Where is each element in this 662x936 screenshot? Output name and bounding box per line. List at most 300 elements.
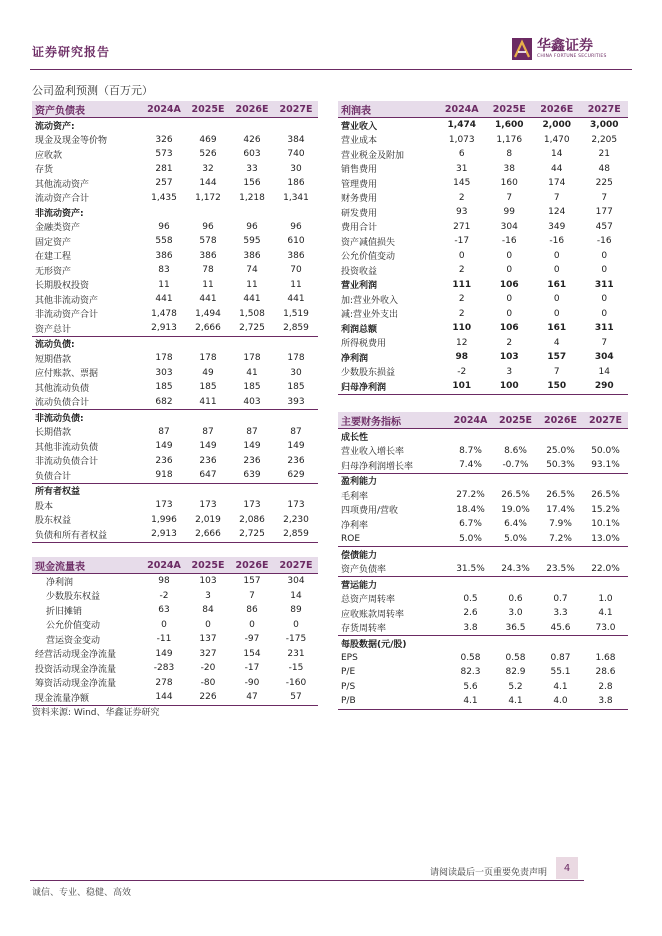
cell-value: 63 — [158, 605, 170, 616]
cell-value: 157 — [243, 576, 261, 587]
year-header: 2026E — [230, 101, 274, 118]
cell-value: 290 — [581, 379, 629, 394]
year-header: 2027E — [581, 101, 629, 118]
cell-value: 185 — [287, 382, 305, 393]
cell-value — [493, 473, 538, 488]
row-label: P/S — [341, 681, 356, 692]
table-row — [32, 618, 318, 633]
cell-value: 0 — [293, 619, 299, 630]
row-label: 金融类资产 — [35, 223, 81, 234]
cell-value: 186 — [287, 178, 305, 189]
income-statement-table — [338, 101, 628, 395]
cell-value: 0.7 — [553, 593, 568, 604]
cell-value: 100 — [486, 379, 534, 394]
cell-value: 160 — [500, 178, 518, 189]
row-label: P/E — [341, 667, 356, 678]
cell-value: 149 — [287, 441, 305, 452]
cell-value: 11 — [246, 279, 258, 290]
row-label: 投资活动现金净流量 — [35, 664, 117, 675]
cell-value: 0 — [506, 265, 513, 276]
cell-value: 236 — [155, 455, 173, 466]
row-label: 减:营业外支出 — [341, 310, 399, 321]
cell-value: 0 — [506, 294, 513, 305]
cell-value: 144 — [199, 178, 217, 189]
cell-value: 55.1 — [550, 667, 571, 678]
cell-value: 1,474 — [447, 120, 476, 131]
brand-logo — [512, 38, 607, 60]
cell-value: 86 — [246, 605, 258, 616]
cell-value: 1,176 — [496, 134, 523, 145]
cell-value: 0.6 — [508, 593, 523, 604]
table-row — [32, 410, 318, 425]
cell-value: 0.58 — [505, 652, 526, 663]
cell-value: 7 — [553, 366, 560, 377]
cell-value — [538, 636, 583, 651]
cell-value: 0 — [553, 308, 560, 319]
row-label: 股本 — [35, 501, 54, 512]
table-row — [338, 162, 628, 177]
cell-value: 403 — [243, 396, 261, 407]
cell-value — [186, 205, 230, 220]
row-label: 净利率 — [341, 520, 369, 531]
cell-value: 178 — [155, 353, 173, 364]
cell-value: 14 — [290, 590, 302, 601]
table-row — [32, 676, 318, 691]
cell-value — [538, 577, 583, 592]
cell-value: 24.3% — [501, 563, 530, 574]
cell-value: 441 — [199, 294, 217, 305]
year-header: 2024A — [142, 557, 186, 574]
table-row — [338, 336, 628, 351]
row-label: 非流动资产合计 — [35, 310, 99, 321]
table-row — [338, 488, 628, 503]
cell-value: 149 — [243, 441, 261, 452]
cell-value — [493, 429, 538, 444]
row-label: 非流动资产: — [35, 208, 84, 219]
table-row — [338, 606, 628, 621]
table-row — [338, 429, 628, 444]
cell-value: 1.0 — [598, 593, 613, 604]
cell-value: 1,073 — [448, 134, 475, 145]
row-label: EPS — [341, 652, 358, 663]
cell-value: 629 — [287, 470, 305, 481]
cell-value: 5.0% — [504, 533, 527, 544]
row-label: 其他流动负债 — [35, 383, 90, 394]
row-label: 销售费用 — [341, 165, 378, 176]
cell-value: 7 — [249, 590, 255, 601]
cell-value: 0 — [601, 250, 608, 261]
cell-value: 83 — [158, 265, 170, 276]
table-row — [338, 292, 628, 307]
cell-value: 225 — [595, 178, 613, 189]
cell-value: 2 — [506, 337, 513, 348]
cell-value: 0 — [161, 619, 167, 630]
table-title: 利润表 — [338, 101, 438, 118]
year-header: 2024A — [142, 101, 186, 118]
cell-value — [186, 410, 230, 425]
cell-value: 25.0% — [546, 445, 575, 456]
cell-value: 0.5 — [463, 593, 478, 604]
row-label: 折旧摊销 — [46, 606, 83, 617]
cell-value — [274, 483, 318, 498]
cell-value: 3 — [205, 590, 211, 601]
cell-value: 918 — [155, 470, 173, 481]
table-row — [338, 458, 628, 473]
table-row — [338, 278, 628, 293]
row-label: 研发费用 — [341, 208, 378, 219]
cell-value: 5.0% — [459, 533, 482, 544]
cell-value: 7 — [553, 192, 560, 203]
cell-value: 2 — [458, 265, 465, 276]
table-row — [32, 191, 318, 206]
table-row — [338, 547, 628, 562]
row-label: 现金流量净额 — [32, 690, 142, 705]
table-row — [32, 425, 318, 440]
cell-value: 304 — [500, 221, 518, 232]
table-row — [32, 468, 318, 483]
row-label: 偿债能力 — [338, 547, 448, 562]
cell-value: 26.5% — [591, 490, 620, 501]
cell-value: 96 — [290, 221, 302, 232]
brand-name-en: CHINA FORTUNE SECURITIES — [537, 54, 607, 59]
year-header: 2026E — [538, 412, 583, 429]
row-label: 营业收入增长率 — [341, 447, 405, 458]
row-label: 营业成本 — [341, 136, 378, 147]
cell-value: 149 — [155, 441, 173, 452]
source-note: 资料来源: Wind、华鑫证券研究 — [32, 708, 160, 718]
cell-value: 30 — [290, 163, 302, 174]
row-label: 投资收益 — [341, 266, 378, 277]
cell-value: 0 — [506, 250, 513, 261]
cell-value: 4.1 — [553, 681, 568, 692]
cell-value: 149 — [155, 648, 173, 659]
cell-value: 82.9 — [505, 667, 526, 678]
table-caption: 公司盈利预测（百万元） — [32, 84, 153, 97]
cell-value: -90 — [244, 677, 260, 688]
cell-value: 3.0 — [508, 608, 523, 619]
cell-value: 0 — [601, 294, 608, 305]
cell-value: 469 — [199, 134, 217, 145]
cell-value: -16 — [549, 236, 565, 247]
cell-value: 5.2 — [508, 681, 523, 692]
table-row — [32, 205, 318, 220]
cell-value: -17 — [454, 236, 470, 247]
cell-value: 6.4% — [504, 519, 527, 530]
cell-value: -15 — [288, 663, 304, 674]
row-label: 总资产周转率 — [341, 595, 396, 606]
year-header: 2027E — [274, 557, 318, 574]
cell-value: 82.3 — [460, 667, 481, 678]
cell-value: 99 — [503, 207, 515, 218]
cell-value: 236 — [243, 455, 261, 466]
cell-value: 386 — [199, 250, 217, 261]
table-row — [32, 527, 318, 542]
row-label: 其他流动资产 — [35, 179, 90, 190]
cell-value: 386 — [243, 250, 261, 261]
cell-value: 49 — [202, 367, 214, 378]
cell-value: 2,205 — [591, 134, 618, 145]
table-row — [32, 263, 318, 278]
cell-value: 1.68 — [595, 652, 616, 663]
table-title: 主要财务指标 — [338, 412, 448, 429]
row-label: 归母净利润 — [338, 379, 438, 394]
table-row — [338, 577, 628, 592]
cell-value: 231 — [287, 648, 305, 659]
year-header: 2027E — [583, 412, 628, 429]
table-row — [338, 636, 628, 651]
table-row — [32, 589, 318, 604]
row-label: 所得税费用 — [341, 339, 387, 350]
row-label: 长期股权投资 — [35, 281, 90, 292]
row-label: 股东权益 — [35, 516, 72, 527]
year-header: 2027E — [274, 101, 318, 118]
cell-value: 27.2% — [456, 490, 485, 501]
cell-value: 98 — [158, 576, 170, 587]
cell-value: 8.7% — [459, 445, 482, 456]
cell-value: 70 — [290, 265, 302, 276]
cell-value: 26.5% — [501, 490, 530, 501]
year-header: 2026E — [230, 557, 274, 574]
cell-value: 0 — [553, 294, 560, 305]
cell-value: 87 — [158, 426, 170, 437]
cell-value: 93.1% — [591, 460, 620, 471]
cell-value: 7.9% — [549, 519, 572, 530]
cell-value: 2,725 — [230, 527, 274, 542]
cell-value: 278 — [155, 677, 173, 688]
cell-value — [142, 483, 186, 498]
table-row — [338, 365, 628, 380]
cell-value: 73.0 — [595, 622, 616, 633]
year-header: 2024A — [448, 412, 493, 429]
cell-value: 1,519 — [283, 308, 309, 319]
row-label: 非流动负债: — [32, 410, 142, 425]
cell-value: 0 — [601, 265, 608, 276]
footer-divider — [30, 880, 584, 881]
cell-value: 149 — [199, 441, 217, 452]
row-label: 营业税金及附加 — [341, 150, 405, 161]
cell-value: 50.0% — [591, 445, 620, 456]
cell-value: 96 — [246, 221, 258, 232]
cell-value — [274, 205, 318, 220]
cell-value: 5.6 — [463, 681, 478, 692]
cell-value — [186, 483, 230, 498]
row-label: 财务费用 — [341, 194, 378, 205]
table-row — [338, 562, 628, 577]
row-label: 资产减值损失 — [341, 237, 396, 248]
row-label: 毛利率 — [341, 491, 369, 502]
cell-value: 4.1 — [493, 694, 538, 709]
disclaimer-note: 请阅读最后一页重要免责声明 — [430, 868, 548, 878]
cell-value: 106 — [499, 323, 519, 334]
cell-value: 1,172 — [195, 192, 221, 203]
table-row — [32, 647, 318, 662]
cell-value: 1,218 — [239, 192, 265, 203]
cell-value: -160 — [285, 677, 307, 688]
cell-value: 96 — [202, 221, 214, 232]
cell-value: 7 — [601, 337, 608, 348]
cell-value: 457 — [595, 221, 613, 232]
cell-value: 178 — [287, 353, 305, 364]
row-label: 所有者权益 — [32, 483, 142, 498]
cell-value: 426 — [243, 134, 261, 145]
row-label: 流动负债合计 — [35, 398, 90, 409]
cell-value: 161 — [547, 323, 567, 334]
table-title: 现金流量表 — [32, 557, 142, 574]
cell-value — [274, 410, 318, 425]
row-label: ROE — [341, 533, 361, 544]
cell-value — [142, 410, 186, 425]
cell-value: 144 — [142, 690, 186, 705]
cell-value: 50.3% — [546, 460, 575, 471]
cell-value — [538, 429, 583, 444]
table-row — [32, 147, 318, 162]
cell-value: -80 — [200, 677, 216, 688]
row-label: 应付账款、票据 — [35, 369, 99, 380]
row-label: 存货 — [35, 165, 54, 176]
row-label: 短期借款 — [35, 354, 72, 365]
cell-value — [142, 336, 186, 351]
cell-value: 326 — [155, 134, 173, 145]
cell-value: 36.5 — [505, 622, 526, 633]
cell-value: 14 — [551, 149, 563, 160]
table-row — [338, 350, 628, 365]
table-row — [338, 473, 628, 488]
cell-value: 281 — [155, 163, 173, 174]
cell-value: 11 — [158, 279, 170, 290]
cell-value: 682 — [155, 396, 173, 407]
cell-value: 2,913 — [151, 323, 177, 334]
year-header: 2025E — [486, 101, 534, 118]
cell-value — [186, 118, 230, 133]
cell-value: 13.0% — [591, 533, 620, 544]
cell-value: 178 — [243, 353, 261, 364]
cell-value: -2 — [159, 590, 169, 601]
cell-value: 393 — [287, 396, 305, 407]
cell-value: 18.4% — [456, 504, 485, 515]
table-row — [32, 307, 318, 322]
cell-value — [230, 336, 274, 351]
row-label: 流动负债: — [32, 336, 142, 351]
table-row — [32, 118, 318, 133]
table-row — [338, 621, 628, 636]
table-row — [338, 503, 628, 518]
cell-value: 526 — [199, 149, 217, 160]
cell-value: 78 — [202, 265, 214, 276]
cell-value: -17 — [244, 663, 260, 674]
row-label: 费用合计 — [341, 223, 378, 234]
table-row — [32, 498, 318, 513]
cell-value: 740 — [287, 149, 305, 160]
cell-value: 111 — [452, 279, 472, 290]
row-label: 非流动负债合计 — [35, 457, 99, 468]
cell-value: 2,086 — [239, 514, 265, 525]
cell-value: 41 — [246, 367, 258, 378]
row-label: 在建工程 — [35, 252, 72, 263]
cell-value: 177 — [595, 207, 613, 218]
row-label: 每股数据(元/股) — [338, 636, 448, 651]
cell-value: 45.6 — [550, 622, 571, 633]
cell-value: 23.5% — [546, 563, 575, 574]
cell-value: 2,000 — [542, 120, 571, 131]
cell-value: 647 — [199, 470, 217, 481]
cell-value: 311 — [594, 279, 614, 290]
row-label: 营运资金变动 — [46, 635, 101, 646]
cell-value: 327 — [199, 648, 217, 659]
table-row — [338, 532, 628, 547]
cell-value: 411 — [199, 396, 217, 407]
cell-value: 0 — [458, 250, 465, 261]
cell-value: 8.6% — [504, 445, 527, 456]
cell-value: 101 — [438, 379, 486, 394]
header-divider — [30, 69, 632, 70]
row-label: 公允价值变动 — [46, 621, 101, 632]
row-label: 归母净利润增长率 — [341, 461, 414, 472]
cell-value: 12 — [456, 337, 468, 348]
row-label: 流动资产: — [35, 121, 75, 132]
cell-value: 137 — [199, 634, 217, 645]
row-label: 净利润 — [341, 353, 369, 364]
cell-value: 38 — [503, 163, 515, 174]
cell-value: 7.4% — [459, 460, 482, 471]
cell-value — [493, 636, 538, 651]
table-row — [32, 234, 318, 249]
cell-value: 173 — [287, 500, 305, 511]
cell-value: 11 — [202, 279, 214, 290]
cell-value: 1,494 — [195, 308, 221, 319]
cell-value — [583, 577, 628, 592]
table-row — [32, 366, 318, 381]
cell-value: 178 — [199, 353, 217, 364]
cell-value — [493, 577, 538, 592]
cell-value: 0 — [601, 308, 608, 319]
year-header: 2025E — [186, 101, 230, 118]
cell-value: 639 — [243, 470, 261, 481]
cell-value: 47 — [230, 690, 274, 705]
cell-value: -16 — [501, 236, 517, 247]
cell-value: 441 — [287, 294, 305, 305]
cell-value: 558 — [155, 236, 173, 247]
cell-value — [448, 473, 493, 488]
cell-value: 441 — [243, 294, 261, 305]
cell-value: 8 — [506, 149, 513, 160]
row-label: 营运能力 — [338, 577, 448, 592]
table-row — [338, 379, 628, 394]
cell-value: 98 — [455, 352, 469, 363]
cell-value — [230, 118, 274, 133]
cell-value: 74 — [246, 265, 258, 276]
cell-value: 1,478 — [151, 308, 177, 319]
cell-value: -16 — [596, 236, 612, 247]
table-row — [338, 665, 628, 680]
cell-value: 31 — [456, 163, 468, 174]
table-row — [32, 574, 318, 589]
cell-value: 2.6 — [463, 608, 478, 619]
table-row — [32, 603, 318, 618]
cell-value: 32 — [202, 163, 214, 174]
cell-value: 2,859 — [274, 527, 318, 542]
cell-value: 1,600 — [495, 120, 524, 131]
cell-value: 21 — [598, 149, 610, 160]
row-label: 长期借款 — [35, 428, 72, 439]
year-header: 2025E — [493, 412, 538, 429]
cell-value: 1,341 — [283, 192, 309, 203]
table-header-row — [32, 101, 318, 118]
row-label: 营业利润 — [341, 281, 378, 292]
table-row — [338, 133, 628, 148]
row-label: P/B — [338, 694, 448, 709]
cell-value: -20 — [200, 663, 216, 674]
cell-value: 349 — [548, 221, 566, 232]
